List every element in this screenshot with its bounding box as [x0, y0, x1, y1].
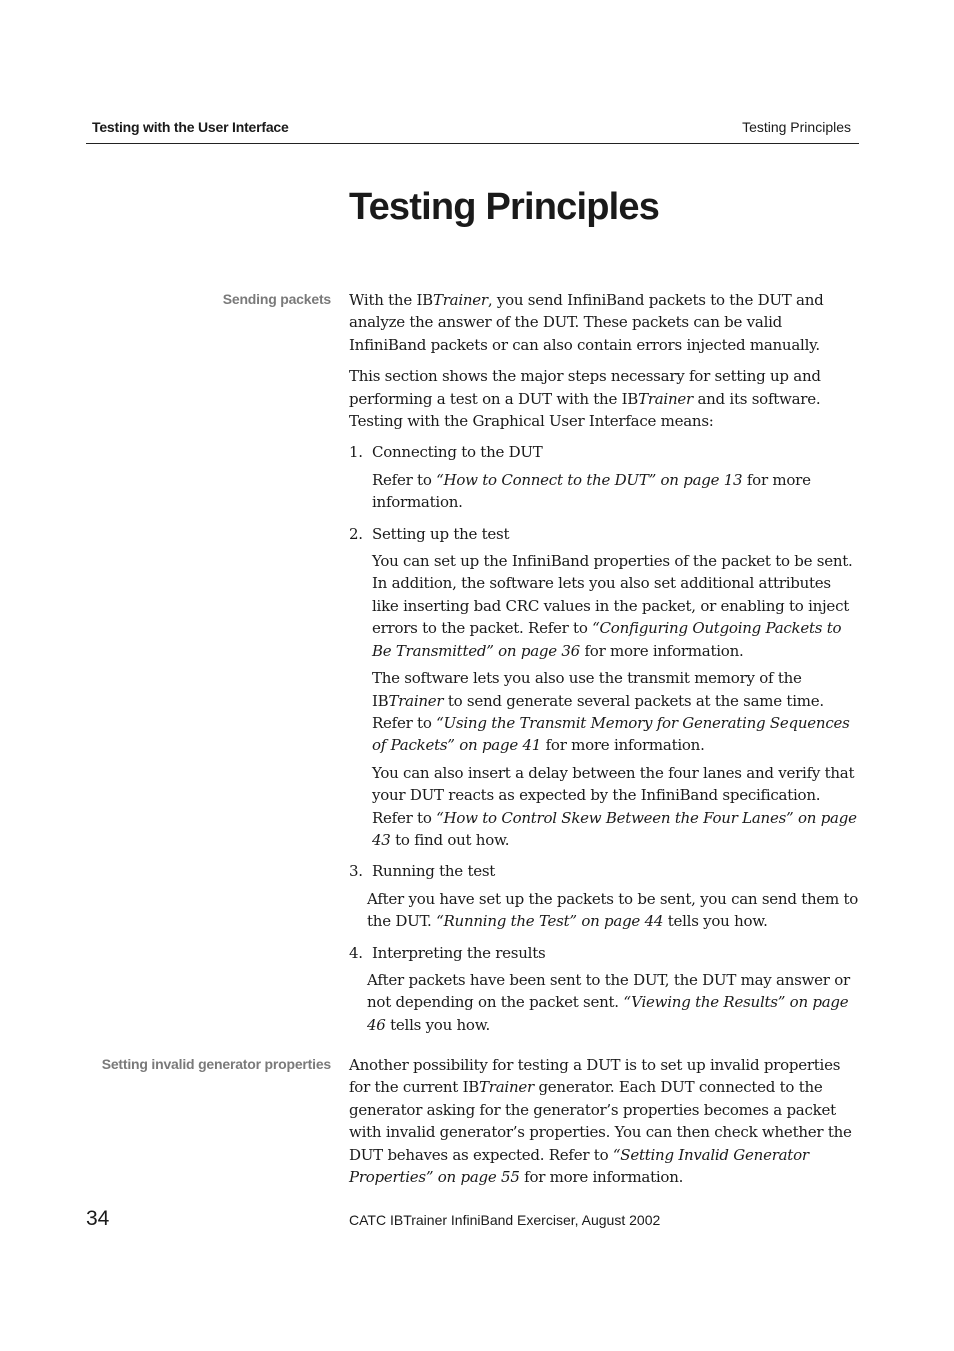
paragraph [349, 289, 859, 356]
footer-text: CATC IBTrainer InfiniBand Exerciser, August 2002 [349, 1212, 661, 1228]
list-item-body [349, 469, 859, 514]
cross-reference: “How to Connect to the DUT” on page 13 [436, 470, 743, 489]
margin-label-invalid-generator: Setting invalid generator properties [101, 1056, 331, 1072]
list-item [349, 860, 859, 932]
margin-label-sending-packets: Sending packets [222, 291, 331, 307]
list-number: 3. [349, 862, 363, 881]
list-item-heading [349, 441, 859, 463]
running-header-chapter: Testing with the User Interface [92, 119, 289, 135]
paragraph [349, 1054, 859, 1188]
steps-list [349, 441, 859, 1036]
cross-reference: “How to Control Skew Between the Four Lanes” on page 43 [372, 808, 857, 849]
list-item-body [349, 969, 859, 1036]
list-item [349, 441, 859, 513]
list-heading-text: Connecting to the DUT [372, 443, 543, 462]
list-item-body [349, 550, 859, 851]
list-heading-text: Interpreting the results [372, 943, 546, 962]
sending-packets-section [349, 289, 859, 1045]
text-run: You can also insert a delay between the four lanes and verify that your DUT reacts as expected by the InfiniBand specification. Refer to [372, 763, 855, 827]
running-header-section: Testing Principles [742, 119, 851, 135]
list-item-heading [349, 860, 859, 882]
list-number: 1. [349, 443, 363, 462]
paragraph [372, 469, 859, 514]
text-run: You can set up the InfiniBand properties of the packet to be sent. In addition, the software lets you also set additional attributes like inserting bad CRC values in the packet, or enabling to inject errors to the packet. Refer to [372, 552, 853, 638]
text-run-italic: Trainer [638, 389, 693, 408]
list-item [349, 523, 859, 852]
page-number: 34 [86, 1207, 110, 1230]
text-run: generator. Each DUT connected to the generator asking for the generator’s properties becomes a packet with invalid generator’s properties. You can then check whether the DUT behaves as expected. Refer to [349, 1078, 852, 1164]
text-run-italic: Trainer [479, 1078, 534, 1097]
text-run-italic: Trainer [432, 291, 488, 309]
text-run: and its software. Testing with the Graphical User Interface means: [349, 389, 821, 431]
text-run: tells you how. [385, 1015, 491, 1034]
text-run: for more information. [372, 470, 811, 512]
text-run: to send generate several packets at the same time. Refer to [372, 691, 824, 732]
list-heading-text: Running the test [372, 862, 496, 881]
text-run: tells you how. [663, 912, 768, 931]
text-run: This section shows the major steps necessary for setting up and performing a test on a DUT with the IB [349, 367, 821, 408]
paragraph [372, 667, 859, 757]
cross-reference: “Running the Test” on page 44 [436, 912, 664, 931]
header-divider [86, 143, 859, 144]
list-heading-text: Setting up the test [372, 524, 510, 543]
list-item-heading [349, 942, 859, 964]
text-run-italic: Trainer [388, 691, 444, 710]
cross-reference: “Configuring Outgoing Packets to Be Transmitted” on page 36 [372, 619, 842, 660]
page-title: Testing Principles [349, 186, 660, 228]
text-run: Refer to [372, 470, 437, 489]
text-run: With the IB [349, 291, 433, 309]
text-run: for more information. [579, 641, 744, 660]
paragraph [367, 969, 859, 1036]
text-run: for more information. [519, 1168, 684, 1187]
list-item [349, 942, 859, 1037]
text-run: The software lets you also use the transmit memory of the IB [372, 669, 802, 710]
paragraph [372, 762, 859, 852]
text-run: , you send InfiniBand packets to the DUT and analyze the answer of the DUT. These packets can be valid InfiniBand packets or can also contain errors injected manually. [349, 291, 824, 354]
cross-reference: “Using the Transmit Memory for Generating Sequences of Packets” on page 41 [372, 713, 850, 755]
text-run: After you have set up the packets to be sent, you can send them to the DUT. [367, 889, 859, 931]
paragraph [367, 888, 859, 933]
invalid-generator-section [349, 1054, 859, 1197]
cross-reference: “Setting Invalid Generator Properties” on page 55 [349, 1145, 809, 1187]
text-run: Another possibility for testing a DUT is to set up invalid properties for the current IB [349, 1056, 841, 1097]
paragraph [349, 365, 859, 432]
list-item-body [349, 888, 859, 933]
list-number: 4. [349, 943, 363, 962]
text-run: After packets have been sent to the DUT, the DUT may answer or not depending on the packet sent. [367, 970, 850, 1012]
paragraph [372, 550, 859, 662]
cross-reference: “Viewing the Results” on page 46 [367, 993, 849, 1034]
list-number: 2. [349, 524, 363, 543]
list-item-heading [349, 523, 859, 545]
text-run: for more information. [541, 736, 705, 755]
text-run: to find out how. [390, 830, 510, 849]
